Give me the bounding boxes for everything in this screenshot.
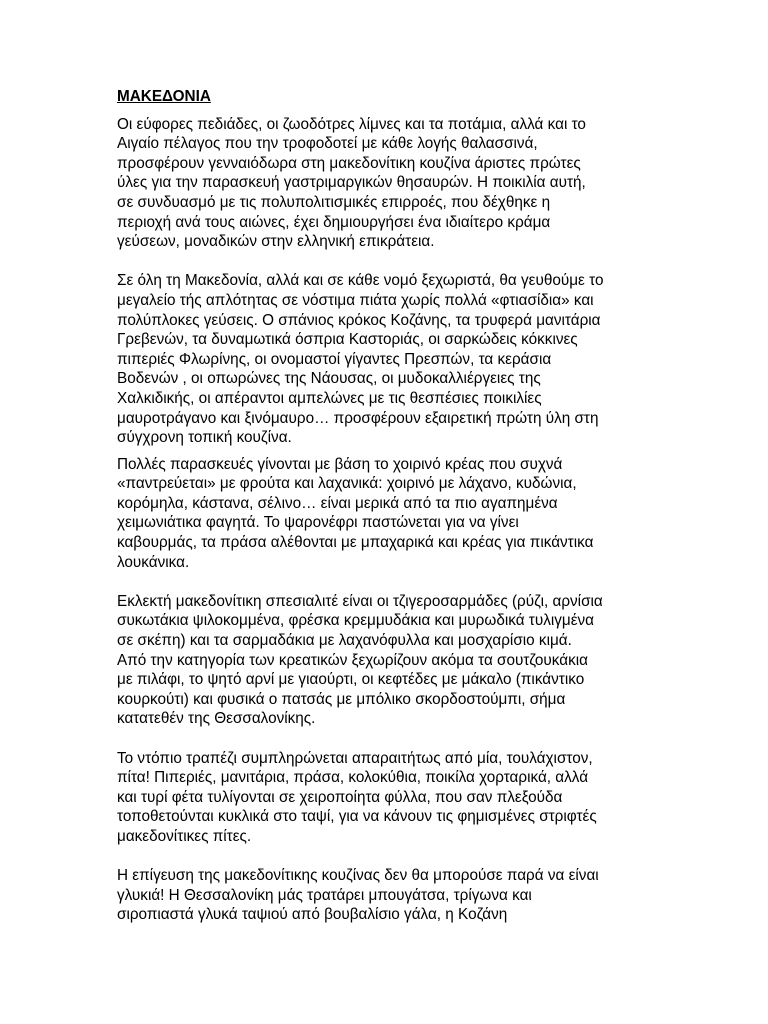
text-line: μαυροτράγανο και ξινόμαυρο… προσφέρουν εξαιρετική πρώτη ύλη στη <box>117 409 599 427</box>
text-line: προσφέρουν γενναιόδωρα στη μακεδονίτικη κουζίνα άριστες πρώτες <box>117 154 581 172</box>
text-line: πολύπλοκες γεύσεις. Ο σπάνιος κρόκος Κοζάνης, τα τρυφερά μανιτάρια <box>117 311 601 329</box>
text-line: Η επίγευση της μακεδονίτικης κουζίνας δεν θα μπορούσε παρά να είναι <box>117 867 599 885</box>
document-title: ΜΑΚΕΔΟΝΙΑ <box>117 88 211 105</box>
text-line: Βοδενών , οι οπωρώνες της Νάουσας, οι μυδοκαλλιέργειες της <box>117 370 541 388</box>
text-line: τοποθετούνται κυκλικά στο ταψί, για να κάνουν τις φημισμένες στριφτές <box>117 808 597 826</box>
text-line: σιροπιαστά γλυκά ταψιού από βουβαλίσιο γάλα, η Κοζάνη <box>117 906 508 924</box>
text-line: σύγχρονη τοπική κουζίνα. <box>117 429 292 447</box>
text-line: λουκάνικα. <box>117 553 190 571</box>
text-line: χειμωνιάτικα φαγητά. Το ψαρονέφρι παστώνεται για να γίνει <box>117 514 519 532</box>
text-line: Από την κατηγορία των κρεατικών ξεχωρίζουν ακόμα τα σουτζουκάκια <box>117 651 588 669</box>
paragraph-sweets <box>117 866 657 925</box>
text-line: κουρκούτι) και φυσικά ο πατσάς με μπόλικο σκορδοστούμπι, σήμα <box>117 690 566 708</box>
paragraph-ingredients <box>117 271 657 447</box>
paragraph-pork <box>117 455 657 573</box>
text-line: Χαλκιδικής, οι απέραντοι αμπελώνες με τις θεσπέσιες ποικιλίες <box>117 389 542 407</box>
text-line: συκωτάκια ψιλοκομμένα, φρέσκα κρεμμυδάκια και μυρωδικά τυλιγμένα <box>117 612 595 630</box>
text-line: Αιγαίο πέλαγος που την τροφοδοτεί με κάθε λογής θαλασσινά, <box>117 135 538 153</box>
text-line: ύλες για την παρασκευή γαστριμαργικών θησαυρών. Η ποικιλία αυτή, <box>117 174 586 192</box>
text-line: σε σκέπη) και τα σαρμαδάκια με λαχανόφυλλα και μοσχαρίσιο κιμά. <box>117 632 572 650</box>
text-line: και τυρί φέτα τυλίγονται σε χειροποίητα φύλλα, που σαν πλεξούδα <box>117 788 563 806</box>
text-line: μεγαλείο τής απλότητας σε νόστιμα πιάτα χωρίς πολλά «φτιασίδια» και <box>117 291 594 309</box>
text-line: σε συνδυασμό με τις πολυπολιτισμικές επιρροές, που δέχθηκε η <box>117 193 551 211</box>
text-line: Γρεβενών, τα δυναμωτικά όσπρια Καστοριάς, οι σαρκώδεις κόκκινες <box>117 331 578 349</box>
text-line: «παντρεύεται» με φρούτα και λαχανικά: χοιρινό με λάχανο, κυδώνια, <box>117 475 577 493</box>
text-line: πιπεριές Φλωρίνης, οι ονομαστοί γίγαντες Πρεσπών, τα κεράσια <box>117 350 552 368</box>
document-page <box>117 87 657 925</box>
text-line: κορόμηλα, κάστανα, σέλινο… είναι μερικά από τα πιο αγαπημένα <box>117 494 558 512</box>
text-line: με πιλάφι, το ψητό αρνί με γιαούρτι, οι κεφτέδες με μάκαλο (πικάντικο <box>117 671 585 689</box>
paragraph-intro <box>117 115 657 252</box>
text-line: Πολλές παρασκευές γίνονται με βάση το χοιρινό κρέας που συχνά <box>117 455 563 473</box>
text-line: Το ντόπιο τραπέζι συμπληρώνεται απαραιτήτως από μία, τουλάχιστον, <box>117 749 593 767</box>
paragraph-pies <box>117 749 657 847</box>
text-line: Εκλεκτή μακεδονίτικη σπεσιαλιτέ είναι οι τζιγεροσαρμάδες (ρύζι, αρνίσια <box>117 592 603 610</box>
text-line: γεύσεων, μοναδικών στην ελληνική επικράτεια. <box>117 233 435 251</box>
text-line: Σε όλη τη Μακεδονία, αλλά και σε κάθε νομό ξεχωριστά, θα γευθούμε το <box>117 272 604 290</box>
text-line: καβουρμάς, τα πράσα αλέθονται με μπαχαρικά και κρέας για πικάντικα <box>117 534 594 552</box>
text-line: γλυκιά! Η Θεσσαλονίκη μάς τρατάρει μπουγάτσα, τρίγωνα και <box>117 886 532 904</box>
text-line: περιοχή ανά τους αιώνες, έχει δημιουργήσει ένα ιδιαίτερο κράμα <box>117 213 551 231</box>
text-line: πίτα! Πιπεριές, μανιτάρια, πράσα, κολοκύθια, ποικίλα χορταρικά, αλλά <box>117 769 589 787</box>
text-line: Οι εύφορες πεδιάδες, οι ζωοδότρες λίμνες και τα ποτάμια, αλλά και το <box>117 115 586 133</box>
text-line: κατατεθέν της Θεσσαλονίκης. <box>117 710 316 728</box>
text-line: μακεδονίτικες πίτες. <box>117 827 252 845</box>
paragraph-specialties <box>117 592 657 729</box>
